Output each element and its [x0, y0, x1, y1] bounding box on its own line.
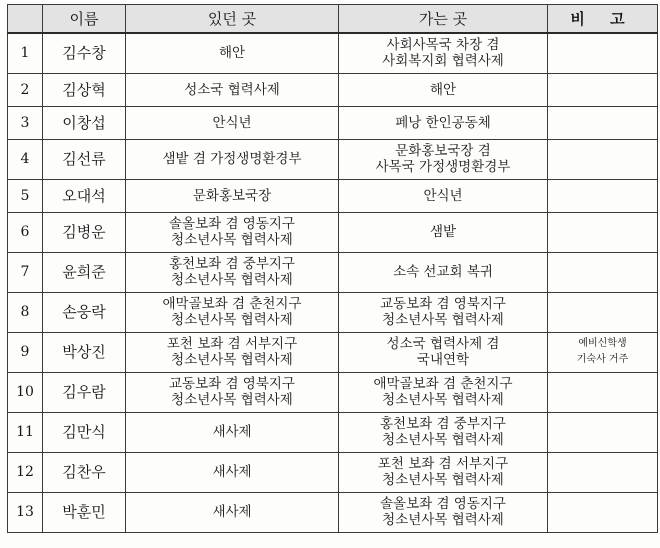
header-from: 있던 곳 [126, 5, 339, 34]
row-note-cell [548, 292, 658, 332]
row-to-line: 청소년사목 협력사제 [382, 392, 504, 408]
row-note-cell [548, 73, 658, 106]
table-row [8, 106, 658, 139]
header-to: 가는 곳 [339, 5, 548, 34]
row-to-cell [339, 212, 548, 252]
header-row [8, 5, 658, 34]
row-to-line: 안식년 [423, 187, 463, 204]
row-name-cell: 윤희준 [43, 252, 126, 292]
row-from-line: 새사제 [212, 504, 252, 520]
row-note-cell [548, 332, 658, 372]
row-from-line: 교동보좌 겸 영북지구 [169, 376, 295, 392]
row-to-cell [339, 332, 548, 372]
header-note: 비 고 [548, 5, 658, 34]
row-from-line: 새사제 [212, 424, 252, 440]
row-name-cell: 김수창 [43, 33, 126, 73]
row-name-cell: 김상혁 [43, 73, 126, 106]
row-number-cell: 11 [8, 412, 43, 452]
table-row [8, 139, 658, 179]
row-name-cell: 손웅락 [43, 292, 126, 332]
row-from-cell [126, 452, 339, 492]
row-to-line: 사목국 가정생명환경부 [375, 159, 511, 175]
row-from-line: 애막골보좌 겸 춘천지구 [162, 296, 302, 312]
row-from-line: 문화홍보국장 [192, 187, 272, 204]
row-to-line: 페낭 한인공동체 [395, 114, 491, 131]
row-name-cell: 박훈민 [43, 492, 126, 532]
row-from-line: 안식년 [212, 114, 252, 131]
row-from-cell [126, 292, 339, 332]
personnel-table [7, 4, 658, 533]
row-from-line: 해안 [218, 45, 246, 62]
row-number-cell: 8 [8, 292, 43, 332]
row-note-line: 기숙사 거주 [576, 354, 629, 365]
row-note-line: 예비신학생 [578, 338, 627, 349]
row-to-line: 홍천보좌 겸 중부지구 [380, 416, 506, 432]
row-to-line: 교동보좌 겸 영북지구 [380, 296, 506, 312]
row-number-cell: 10 [8, 372, 43, 412]
table-row [8, 292, 658, 332]
row-to-line: 포천 보좌 겸 서부지구 [377, 456, 509, 472]
row-number-cell: 5 [8, 179, 43, 212]
row-number-cell: 7 [8, 252, 43, 292]
row-to-cell [339, 106, 548, 139]
header-name: 이름 [43, 5, 126, 34]
row-to-cell [339, 73, 548, 106]
row-note-cell [548, 252, 658, 292]
table-row [8, 212, 658, 252]
row-to-cell [339, 292, 548, 332]
row-name-cell: 김만식 [43, 412, 126, 452]
row-to-line: 사회사목국 차장 겸 [386, 37, 500, 54]
row-from-line: 솔올보좌 겸 영동지구 [169, 216, 295, 232]
row-from-line: 청소년사목 협력사제 [171, 272, 293, 288]
row-from-line: 홍천보좌 겸 중부지구 [169, 256, 295, 272]
row-to-line: 애막골보좌 겸 춘천지구 [373, 376, 513, 392]
row-from-line: 포천 보좌 겸 서부지구 [166, 336, 298, 352]
row-from-line: 성소국 협력사제 [184, 81, 280, 98]
row-to-line: 솔올보좌 겸 영동지구 [380, 496, 506, 512]
table-row [8, 372, 658, 412]
row-to-cell [339, 139, 548, 179]
row-from-cell [126, 412, 339, 452]
row-from-line: 청소년사목 협력사제 [171, 392, 293, 408]
row-to-cell [339, 179, 548, 212]
row-to-cell [339, 33, 548, 73]
row-name-cell: 김찬우 [43, 452, 126, 492]
row-from-cell [126, 492, 339, 532]
row-to-line: 청소년사목 협력사제 [382, 312, 504, 328]
row-from-line: 청소년사목 협력사제 [171, 352, 293, 368]
row-to-line: 청소년사목 협력사제 [382, 512, 504, 528]
row-number-cell: 13 [8, 492, 43, 532]
row-number-cell: 6 [8, 212, 43, 252]
row-from-cell [126, 212, 339, 252]
row-to-line: 사회복지회 협력사제 [382, 53, 504, 70]
row-from-cell [126, 73, 339, 106]
row-from-cell [126, 252, 339, 292]
row-number-cell: 2 [8, 73, 43, 106]
table-row [8, 73, 658, 106]
table-row [8, 452, 658, 492]
row-name-cell: 김우람 [43, 372, 126, 412]
header-number [8, 5, 43, 34]
row-name-cell: 김선류 [43, 139, 126, 179]
row-to-cell [339, 412, 548, 452]
row-to-line: 청소년사목 협력사제 [382, 432, 504, 448]
row-to-cell [339, 452, 548, 492]
row-from-line: 청소년사목 협력사제 [171, 232, 293, 248]
row-to-line: 청소년사목 협력사제 [382, 472, 504, 488]
row-to-line: 소속 선교회 복귀 [393, 264, 493, 280]
row-to-line: 성소국 협력사제 겸 [386, 336, 500, 352]
row-to-line: 해안 [429, 81, 457, 98]
row-name-cell: 이창섭 [43, 106, 126, 139]
row-name-cell: 박상진 [43, 332, 126, 372]
row-from-cell [126, 33, 339, 73]
row-note-cell [548, 372, 658, 412]
row-from-line: 샘밭 겸 가정생명환경부 [162, 151, 302, 167]
row-number-cell: 12 [8, 452, 43, 492]
row-note-cell [548, 106, 658, 139]
table-row [8, 252, 658, 292]
row-name-cell: 오대석 [43, 179, 126, 212]
row-note-cell [548, 139, 658, 179]
row-note-cell [548, 212, 658, 252]
row-number-cell: 4 [8, 139, 43, 179]
row-to-line: 국내연학 [416, 352, 470, 368]
row-note-cell [548, 33, 658, 73]
table-row [8, 179, 658, 212]
row-note-cell [548, 492, 658, 532]
row-from-line: 청소년사목 협력사제 [171, 312, 293, 328]
row-note-cell [548, 412, 658, 452]
row-from-cell [126, 106, 339, 139]
row-to-cell [339, 492, 548, 532]
row-number-cell: 9 [8, 332, 43, 372]
table-row [8, 33, 658, 73]
row-to-cell [339, 252, 548, 292]
table-row [8, 332, 658, 372]
row-name-cell: 김병운 [43, 212, 126, 252]
table-row [8, 492, 658, 532]
row-from-line: 새사제 [212, 464, 252, 480]
row-to-cell [339, 372, 548, 412]
row-to-line: 샘밭 [429, 224, 457, 240]
row-number-cell: 3 [8, 106, 43, 139]
row-from-cell [126, 332, 339, 372]
row-from-cell [126, 372, 339, 412]
table-row [8, 412, 658, 452]
row-note-cell [548, 452, 658, 492]
row-to-line: 문화홍보국장 겸 [395, 143, 491, 159]
row-from-cell [126, 139, 339, 179]
row-number-cell: 1 [8, 33, 43, 73]
row-note-cell [548, 179, 658, 212]
row-from-cell [126, 179, 339, 212]
